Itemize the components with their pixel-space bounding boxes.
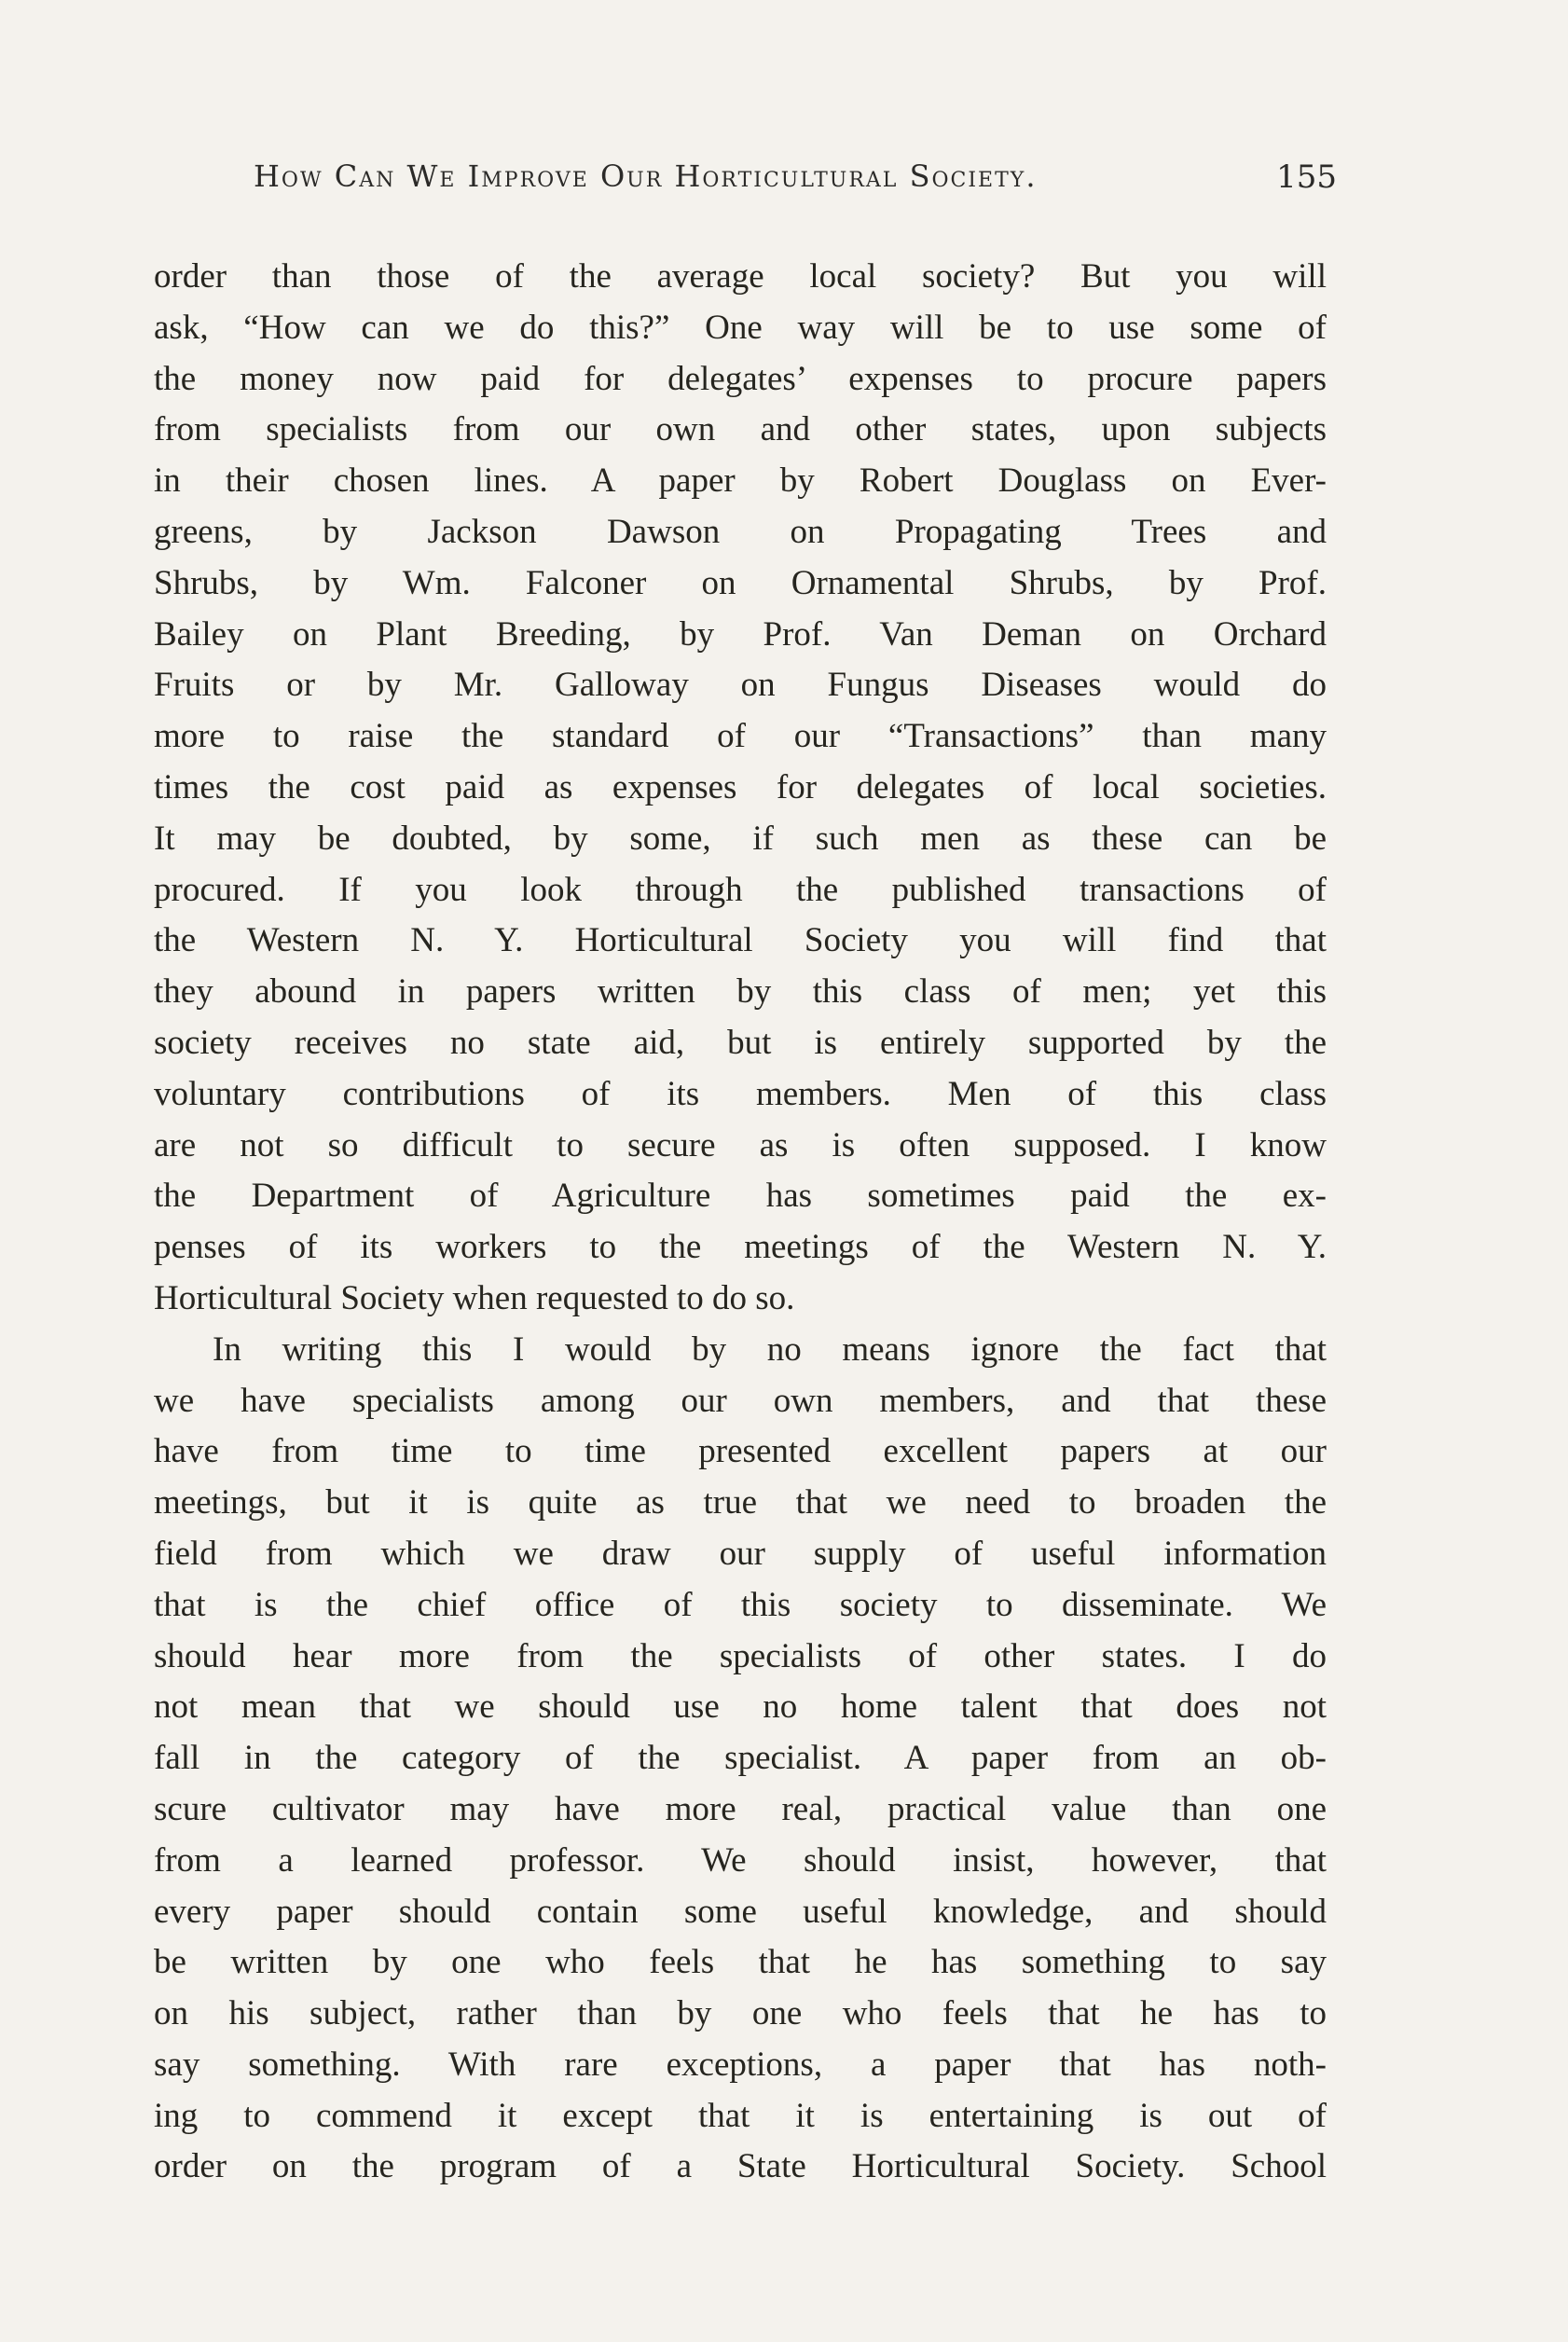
text-line: they abound in papers written by this class of men; yet this bbox=[154, 972, 1327, 1012]
text-line: from a learned professor. We should insist, however, that bbox=[154, 1840, 1327, 1880]
text-line: Bailey on Plant Breeding, by Prof. Van Deman on Orchard bbox=[154, 614, 1327, 654]
text-line: from specialists from our own and other states, upon subjects bbox=[154, 410, 1327, 449]
text-line: the Western N. Y. Horticultural Society you will find that bbox=[154, 921, 1327, 960]
text-line: greens, by Jackson Dawson on Propagating Trees and bbox=[154, 512, 1327, 551]
text-line: ing to commend it except that it is entertaining is out of bbox=[154, 2096, 1327, 2135]
text-line: are not so difficult to secure as is often supposed. I know bbox=[154, 1125, 1327, 1164]
text-line: the Department of Agriculture has sometimes paid the ex- bbox=[154, 1177, 1327, 1216]
text-line: more to raise the standard of our “Transactions” than many bbox=[154, 717, 1327, 756]
text-line: be written by one who feels that he has something to say bbox=[154, 1943, 1327, 1982]
text-line: meetings, but it is quite as true that we need to broaden the bbox=[154, 1483, 1327, 1522]
text-line: say something. With rare exceptions, a paper that has noth- bbox=[154, 2045, 1327, 2084]
text-line: procured. If you look through the published transactions of bbox=[154, 870, 1327, 909]
body-text bbox=[154, 252, 1327, 2193]
page-number: 155 bbox=[1276, 158, 1337, 196]
text-line: every paper should contain some useful knowledge, and should bbox=[154, 1892, 1327, 1931]
text-line: In writing this I would by no means ignore the fact that bbox=[213, 1329, 1327, 1369]
text-line: society receives no state aid, but is entirely supported by the bbox=[154, 1023, 1327, 1062]
text-line: fall in the category of the specialist. A paper from an ob- bbox=[154, 1739, 1327, 1778]
text-line: we have specialists among our own members, and that these bbox=[154, 1381, 1327, 1420]
text-line: in their chosen lines. A paper by Robert Douglass on Ever- bbox=[154, 462, 1327, 501]
text-line: that is the chief office of this society to disseminate. We bbox=[154, 1585, 1327, 1624]
text-line: Horticultural Society when requested to do so. bbox=[154, 1278, 795, 1317]
text-line: field from which we draw our supply of useful information bbox=[154, 1534, 1327, 1573]
text-line: scure cultivator may have more real, practical value than one bbox=[154, 1789, 1327, 1828]
text-line: have from time to time presented excellent papers at our bbox=[154, 1432, 1327, 1471]
text-line: Shrubs, by Wm. Falconer on Ornamental Shrubs, by Prof. bbox=[154, 563, 1327, 602]
text-line: on his subject, rather than by one who feels that he has to bbox=[154, 1994, 1327, 2033]
text-line: order on the program of a State Horticultural Society. School bbox=[154, 2147, 1327, 2186]
text-line: It may be doubted, by some, if such men as these can be bbox=[154, 819, 1327, 858]
running-title: How Can We Improve Our Horticultural Society. bbox=[254, 158, 1038, 194]
text-line: order than those of the average local society? But you will bbox=[154, 257, 1327, 296]
text-line: ask, “How can we do this?” One way will be to use some of bbox=[154, 308, 1327, 347]
text-line: penses of its workers to the meetings of the Western N. Y. bbox=[154, 1228, 1327, 1267]
text-line: Fruits or by Mr. Galloway on Fungus Diseases would do bbox=[154, 666, 1327, 705]
text-line: should hear more from the specialists of other states. I do bbox=[154, 1636, 1327, 1675]
text-line: the money now paid for delegates’ expenses to procure papers bbox=[154, 359, 1327, 398]
text-line: not mean that we should use no home talent that does not bbox=[154, 1688, 1327, 1727]
text-line: times the cost paid as expenses for delegates of local societies. bbox=[154, 767, 1327, 806]
page-header bbox=[254, 158, 1337, 205]
text-line: voluntary contributions of its members. Men of this class bbox=[154, 1074, 1327, 1113]
